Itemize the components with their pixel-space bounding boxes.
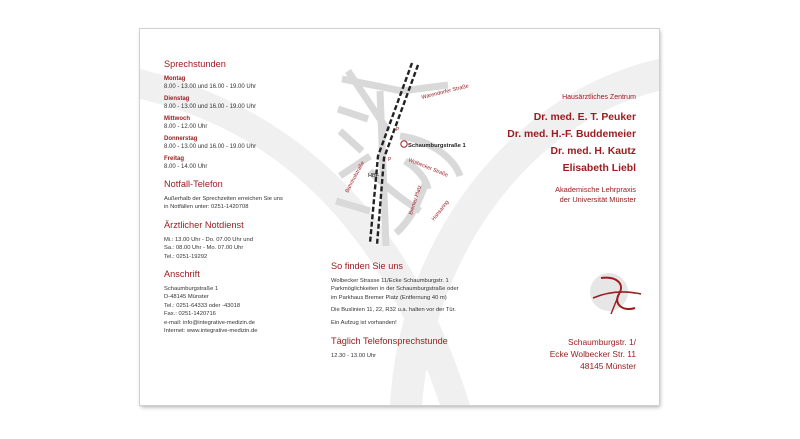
contact-email: e-mail: info@integrative-medizin.de <box>164 319 255 326</box>
day-label: Dienstag <box>164 96 190 102</box>
academic-line1: Akademische Lehrpraxis <box>555 185 636 194</box>
doctor-name: Dr. med. H.-F. Buddemeier <box>507 129 636 140</box>
directions-bus: Die Buslinien 11, 22, R32 u.a. halten vor der Tür. <box>331 307 456 314</box>
map-label-schaumburg: Schaumburgstraße 1 <box>408 143 466 149</box>
address-line3: 48145 Münster <box>580 361 636 371</box>
left-column <box>164 59 314 335</box>
contact-line: D-48145 Münster <box>164 294 209 301</box>
day-time: 8.00 - 13.00 und 16.00 - 19.00 Uhr <box>164 84 257 90</box>
contact-line: Fax.: 0251-1420716 <box>164 311 216 318</box>
contact-line: Schaumburgstraße 1 <box>164 286 219 293</box>
doctor-name: Dr. med. H. Kautz <box>550 146 636 157</box>
directions-line: Wolbecker Strasse 11/Ecke Schaumburgstr. 1 <box>331 278 449 284</box>
day-label: Mittwoch <box>164 116 190 122</box>
contact-website: Internet: www.integrative-medizin.de <box>164 328 258 335</box>
phone-hours-time: 12.30 - 13.00 Uhr <box>331 353 377 360</box>
emergency-phone-title: Notfall-Telefon <box>164 179 223 189</box>
contact-section <box>164 269 314 335</box>
directions-line: im Parkhaus Bremer Platz (Entfernung 40 m) <box>331 294 447 301</box>
location-map <box>330 61 480 256</box>
emergency-phone-section <box>164 179 314 212</box>
address-block <box>500 336 636 372</box>
phone-hours-title: Täglich Telefonsprechstunde <box>331 336 448 347</box>
road-south-west <box>336 201 370 211</box>
road-bahnhof <box>340 131 362 151</box>
medical-service-line3: Tel.: 0251-19292 <box>164 253 208 260</box>
directions-line: Parkmöglichkeiten in der Schaumburgstraße oder <box>331 286 459 293</box>
hours-list <box>164 75 314 171</box>
day-label: Freitag <box>164 156 185 162</box>
medical-service-title: Ärztlicher Notdienst <box>164 219 244 230</box>
practice-subtitle: Hausärztliches Zentrum <box>562 94 636 101</box>
directions-title: So finden Sie uns <box>331 261 404 271</box>
address-line1: Schaumburgstr. 1/ <box>568 337 636 347</box>
right-column <box>476 93 636 205</box>
day-time: 8.00 - 14.00 Uhr <box>164 164 208 170</box>
directions-elevator: Ein Aufzug ist vorhanden! <box>331 319 397 326</box>
location-marker-icon <box>401 141 407 147</box>
map-label-warendorfer: Warendorfer Straße <box>421 83 470 101</box>
emergency-phone-line2: in Notfällen unter: 0251-1420708 <box>164 204 249 211</box>
day-time: 8.00 - 13.00 und 16.00 - 19.00 Uhr <box>164 144 257 150</box>
medical-service-line2: Sa.: 08.00 Uhr - Mo. 07.00 Uhr <box>164 245 244 252</box>
middle-column <box>331 261 481 360</box>
emergency-phone-line1: Außerhalb der Sprechzeiten erreichen Sie uns <box>164 196 283 202</box>
medical-service-section <box>164 220 314 261</box>
map-label-bahnhof: Bahnhofstraße <box>344 160 367 194</box>
map-label-hbf: HBF <box>368 173 379 179</box>
map-label-parking: P <box>396 127 400 133</box>
doctor-name: Elisabeth Liebl <box>562 163 636 174</box>
contact-title: Anschrift <box>164 269 200 280</box>
address-line2: Ecke Wolbecker Str. 11 <box>549 349 636 359</box>
map-label-wolbecker: Wolbecker Straße <box>407 157 449 179</box>
hours-title: Sprechstunden <box>164 59 226 69</box>
map-label-hansaring: Hansaring <box>430 199 451 223</box>
day-time: 8.00 - 13.00 und 16.00 - 19.00 Uhr <box>164 104 257 110</box>
day-time: 8.00 - 12.00 Uhr <box>164 124 208 130</box>
map-label-parking: P <box>388 157 392 163</box>
day-label: Montag <box>164 76 186 82</box>
road-west <box>338 109 368 119</box>
contact-line: Tel.: 0251-64333 oder -43018 <box>164 302 241 309</box>
medical-service-line1: Mi.: 13.00 Uhr - Do. 07.00 Uhr und <box>164 236 253 243</box>
practice-logo-icon <box>589 268 645 324</box>
day-label: Donnerstag <box>164 136 198 142</box>
academic-line2: der Universität Münster <box>559 195 636 204</box>
map-label-bremer: Bremer Platz <box>408 184 424 216</box>
doctor-name: Dr. med. E. T. Peuker <box>533 112 636 123</box>
flyer-sheet <box>140 29 659 405</box>
